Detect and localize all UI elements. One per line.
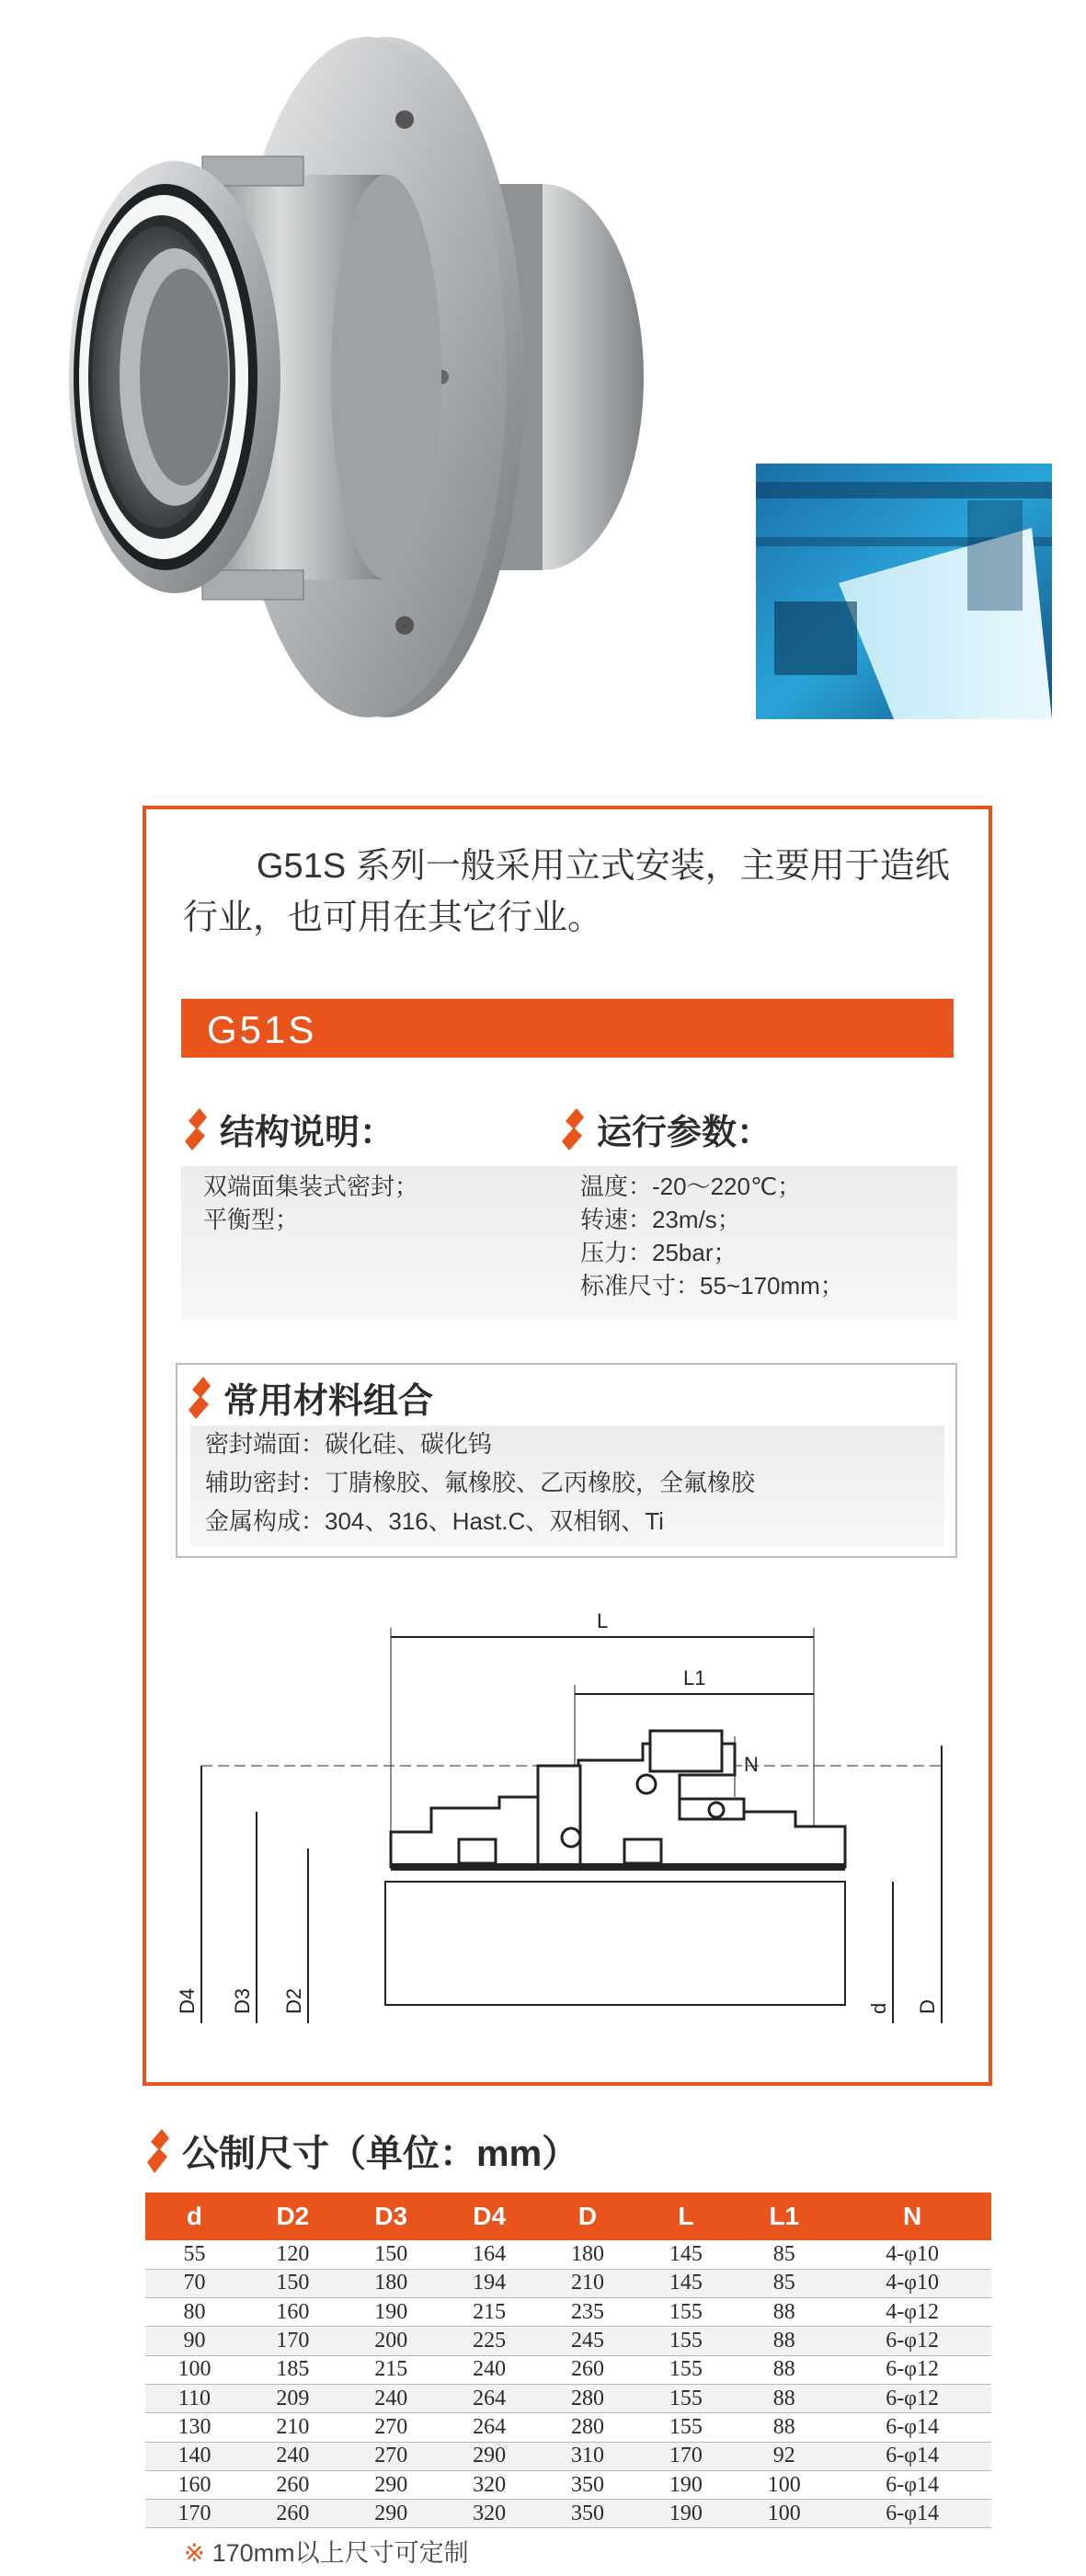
table-cell: 88 <box>735 2327 833 2355</box>
table-row <box>145 2500 991 2528</box>
table-cell: 160 <box>145 2470 244 2499</box>
table-cell: 85 <box>735 2240 833 2269</box>
table-cell: 130 <box>145 2413 244 2442</box>
table-cell: 180 <box>342 2269 440 2297</box>
structure-title: 结构说明： <box>183 1104 394 1154</box>
dim-label-L1: L1 <box>683 1666 706 1689</box>
col-header: D <box>539 2192 637 2240</box>
table-cell: 88 <box>735 2413 833 2442</box>
section-mark-icon <box>560 1108 586 1151</box>
material-item: 辅助密封：丁腈橡胶、氟橡胶、乙丙橡胶，全氟橡胶 <box>205 1469 756 1496</box>
table-cell: 145 <box>636 2269 735 2297</box>
table-cell: 180 <box>539 2240 637 2269</box>
table-cell: 150 <box>342 2240 440 2269</box>
table-row <box>145 2470 991 2499</box>
table-row <box>145 2269 991 2297</box>
table-cell: 145 <box>636 2240 735 2269</box>
custom-size-note <box>184 2533 469 2569</box>
table-cell: 6-φ14 <box>833 2442 991 2470</box>
model-name: G51S <box>207 1008 317 1051</box>
col-header: D2 <box>244 2192 342 2240</box>
table-cell: 170 <box>636 2442 735 2470</box>
table-cell: 6-φ14 <box>833 2500 991 2528</box>
table-cell: 260 <box>244 2500 342 2528</box>
table-cell: 210 <box>539 2269 637 2297</box>
table-cell: 100 <box>735 2470 833 2499</box>
table-cell: 290 <box>440 2442 539 2470</box>
structure-panel <box>181 1166 567 1321</box>
table-row <box>145 2327 991 2355</box>
dim-label-N: N <box>744 1753 759 1776</box>
table-cell: 164 <box>440 2240 539 2269</box>
table-cell: 194 <box>440 2269 539 2297</box>
operation-item: 温度：-20～220℃； <box>580 1173 802 1200</box>
info-box <box>143 806 992 2086</box>
material-item: 密封端面：碳化硅、碳化钨 <box>205 1430 493 1458</box>
table-cell: 210 <box>244 2413 342 2442</box>
table-cell: 320 <box>440 2470 539 2499</box>
table-cell: 350 <box>539 2500 637 2528</box>
table-cell: 245 <box>539 2327 637 2355</box>
col-header: L1 <box>735 2192 833 2240</box>
table-cell: 190 <box>342 2298 440 2327</box>
table-cell: 100 <box>145 2355 244 2384</box>
model-bar <box>181 999 954 1058</box>
table-cell: 88 <box>735 2355 833 2384</box>
table-cell: 88 <box>735 2298 833 2327</box>
col-header: N <box>833 2192 991 2240</box>
table-row <box>145 2442 991 2470</box>
table-cell: 270 <box>342 2413 440 2442</box>
table-cell: 225 <box>440 2327 539 2355</box>
dim-label-D4: D4 <box>176 1987 199 2014</box>
operation-item: 标准尺寸：55~170mm； <box>580 1272 844 1299</box>
paper-machine-photo <box>756 464 1052 719</box>
table-cell: 240 <box>342 2384 440 2412</box>
operation-title: 运行参数： <box>560 1104 772 1154</box>
metric-dimension-table <box>145 2192 991 2528</box>
table-cell: 6-φ14 <box>833 2413 991 2442</box>
table-cell: 88 <box>735 2384 833 2412</box>
table-cell: 235 <box>539 2298 637 2327</box>
table-cell: 310 <box>539 2442 637 2470</box>
table-cell: 240 <box>244 2442 342 2470</box>
table-row <box>145 2355 991 2384</box>
table-cell: 120 <box>244 2240 342 2269</box>
table-cell: 85 <box>735 2269 833 2297</box>
table-cell: 190 <box>636 2500 735 2528</box>
table-cell: 155 <box>636 2355 735 2384</box>
table-cell: 70 <box>145 2269 244 2297</box>
table-cell: 270 <box>342 2442 440 2470</box>
table-cell: 155 <box>636 2298 735 2327</box>
col-header: D3 <box>342 2192 440 2240</box>
table-row <box>145 2240 991 2269</box>
table-cell: 260 <box>244 2470 342 2499</box>
table-cell: 6-φ12 <box>833 2327 991 2355</box>
metric-title: 公制尺寸（单位：mm） <box>145 2124 578 2177</box>
table-cell: 280 <box>539 2384 637 2412</box>
seal-product-image <box>37 18 671 754</box>
table-cell: 155 <box>636 2413 735 2442</box>
materials-box <box>176 1363 957 1558</box>
table-cell: 90 <box>145 2327 244 2355</box>
table-cell: 80 <box>145 2298 244 2327</box>
table-cell: 190 <box>636 2470 735 2499</box>
table-cell: 150 <box>244 2269 342 2297</box>
table-cell: 4-φ10 <box>833 2269 991 2297</box>
table-cell: 155 <box>636 2327 735 2355</box>
table-row <box>145 2413 991 2442</box>
note-text: 170mm以上尺寸可定制 <box>211 2539 469 2567</box>
table-cell: 280 <box>539 2413 637 2442</box>
dim-label-D2: D2 <box>282 1987 305 2014</box>
table-cell: 55 <box>145 2240 244 2269</box>
table-cell: 160 <box>244 2298 342 2327</box>
table-cell: 155 <box>636 2384 735 2412</box>
table-cell: 264 <box>440 2384 539 2412</box>
table-cell: 170 <box>145 2500 244 2528</box>
table-cell: 170 <box>244 2327 342 2355</box>
col-header: d <box>145 2192 244 2240</box>
table-cell: 240 <box>440 2355 539 2384</box>
table-cell: 264 <box>440 2413 539 2442</box>
table-cell: 6-φ14 <box>833 2470 991 2499</box>
dim-label-L: L <box>597 1609 609 1632</box>
table-cell: 6-φ12 <box>833 2384 991 2412</box>
col-header: L <box>636 2192 735 2240</box>
col-header: D4 <box>440 2192 539 2240</box>
table-cell: 209 <box>244 2384 342 2412</box>
operation-item: 转速：23m/s； <box>580 1206 741 1233</box>
structure-item: 双端面集装式密封； <box>203 1173 419 1200</box>
section-mark-icon <box>187 1377 212 1419</box>
table-cell: 140 <box>145 2442 244 2470</box>
materials-title: 常用材料组合 <box>187 1372 433 1423</box>
table-header-row <box>145 2192 991 2240</box>
section-mark-icon <box>183 1108 209 1151</box>
table-cell: 215 <box>342 2355 440 2384</box>
operation-item: 压力：25bar； <box>580 1239 737 1266</box>
dim-label-d: d <box>867 2002 890 2014</box>
table-cell: 100 <box>735 2500 833 2528</box>
operation-panel <box>562 1166 957 1321</box>
table-cell: 185 <box>244 2355 342 2384</box>
table-cell: 350 <box>539 2470 637 2499</box>
table-cell: 200 <box>342 2327 440 2355</box>
dim-label-D: D <box>916 1999 939 2014</box>
section-mark-icon <box>145 2129 171 2173</box>
table-cell: 4-φ12 <box>833 2298 991 2327</box>
table-cell: 4-φ10 <box>833 2240 991 2269</box>
table-cell: 6-φ12 <box>833 2355 991 2384</box>
table-cell: 110 <box>145 2384 244 2412</box>
table-cell: 290 <box>342 2470 440 2499</box>
table-cell: 92 <box>735 2442 833 2470</box>
note-mark: ※ <box>184 2539 205 2567</box>
intro-text: G51S 系列一般采用立式安装，主要用于造纸行业，也可用在其它行业。 <box>183 847 950 937</box>
table-cell: 260 <box>539 2355 637 2384</box>
materials-panel <box>190 1425 944 1547</box>
table-cell: 215 <box>440 2298 539 2327</box>
material-item: 金属构成：304、316、Hast.C、双相钢、Ti <box>205 1507 664 1535</box>
structure-item: 平衡型； <box>203 1206 300 1233</box>
table-row <box>145 2384 991 2412</box>
dim-label-D3: D3 <box>231 1987 254 2014</box>
table-cell: 320 <box>440 2500 539 2528</box>
seal-cross-section-diagram <box>146 1591 992 2069</box>
table-row <box>145 2298 991 2327</box>
table-cell: 290 <box>342 2500 440 2528</box>
